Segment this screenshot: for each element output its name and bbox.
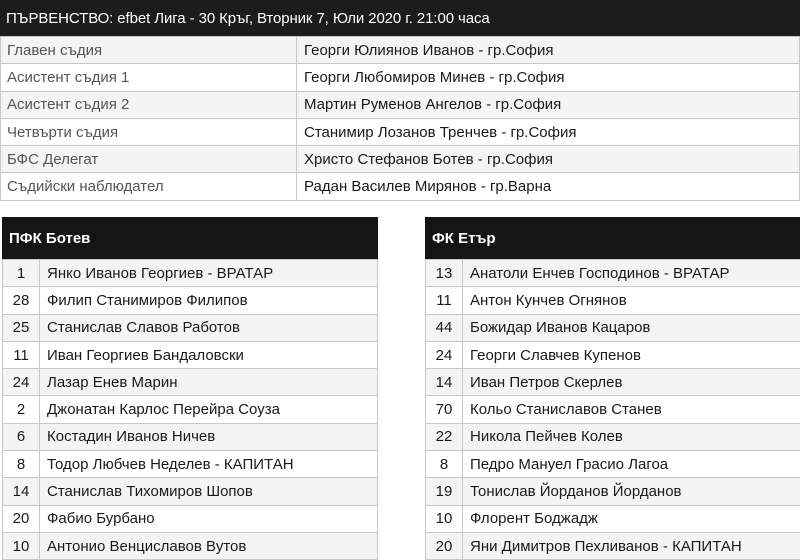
player-number: 11 xyxy=(3,341,40,368)
away-player-row xyxy=(426,423,800,450)
official-role: Асистент съдия 1 xyxy=(1,64,297,91)
home-player-row xyxy=(3,341,378,368)
player-name: Иван Петров Скерлев xyxy=(463,369,800,396)
player-number: 8 xyxy=(3,451,40,478)
player-name: Георги Славчев Купенов xyxy=(463,341,800,368)
player-name: Кольо Станиславов Станев xyxy=(463,396,800,423)
player-number: 8 xyxy=(426,451,463,478)
player-number: 14 xyxy=(426,369,463,396)
home-player-row xyxy=(3,451,378,478)
player-number: 24 xyxy=(426,341,463,368)
official-row xyxy=(1,64,800,91)
player-name: Янко Иванов Георгиев - ВРАТАР xyxy=(40,260,378,287)
official-name: Христо Стефанов Ботев - гр.София xyxy=(297,146,800,173)
player-number: 20 xyxy=(3,505,40,532)
official-row xyxy=(1,146,800,173)
player-number: 6 xyxy=(3,423,40,450)
player-name: Лазар Енев Марин xyxy=(40,369,378,396)
player-name: Педро Мануел Грасио Лагоа xyxy=(463,451,800,478)
player-number: 14 xyxy=(3,478,40,505)
official-role: БФС Делегат xyxy=(1,146,297,173)
official-role: Четвърти съдия xyxy=(1,118,297,145)
official-row xyxy=(1,91,800,118)
away-team-lineup xyxy=(425,217,800,560)
away-player-row xyxy=(426,369,800,396)
away-team-name: ФК Етър xyxy=(425,217,800,259)
player-number: 28 xyxy=(3,287,40,314)
official-name: Радан Василев Мирянов - гр.Варна xyxy=(297,173,800,200)
away-player-row xyxy=(426,396,800,423)
player-name: Тонислав Йорданов Йорданов xyxy=(463,478,800,505)
match-header: ПЪРВЕНСТВО: efbet Лига - 30 Кръг, Вторник 7, Юли 2020 г. 21:00 часа xyxy=(0,0,800,36)
officials-table xyxy=(0,36,800,201)
player-number: 1 xyxy=(3,260,40,287)
official-row xyxy=(1,173,800,200)
official-role: Асистент съдия 2 xyxy=(1,91,297,118)
away-player-row xyxy=(426,451,800,478)
home-player-row xyxy=(3,287,378,314)
player-name: Филип Станимиров Филипов xyxy=(40,287,378,314)
player-number: 70 xyxy=(426,396,463,423)
away-player-row xyxy=(426,260,800,287)
away-team-table xyxy=(425,259,800,560)
player-number: 20 xyxy=(426,532,463,559)
home-team-name: ПФК Ботев xyxy=(2,217,378,259)
player-name: Джонатан Карлос Перейра Соуза xyxy=(40,396,378,423)
home-player-row xyxy=(3,396,378,423)
home-team-lineup xyxy=(2,217,378,560)
home-player-row xyxy=(3,260,378,287)
home-player-row xyxy=(3,314,378,341)
player-name: Никола Пейчев Колев xyxy=(463,423,800,450)
away-player-row xyxy=(426,287,800,314)
away-player-row xyxy=(426,478,800,505)
player-name: Тодор Любчев Неделев - КАПИТАН xyxy=(40,451,378,478)
player-name: Иван Георгиев Бандаловски xyxy=(40,341,378,368)
player-number: 25 xyxy=(3,314,40,341)
player-name: Фабио Бурбано xyxy=(40,505,378,532)
player-number: 24 xyxy=(3,369,40,396)
player-number: 11 xyxy=(426,287,463,314)
player-number: 44 xyxy=(426,314,463,341)
official-name: Станимир Лозанов Тренчев - гр.София xyxy=(297,118,800,145)
home-player-row xyxy=(3,423,378,450)
player-name: Станислав Славов Работов xyxy=(40,314,378,341)
official-name: Георги Юлиянов Иванов - гр.София xyxy=(297,37,800,64)
official-row xyxy=(1,37,800,64)
player-number: 10 xyxy=(426,505,463,532)
player-number: 2 xyxy=(3,396,40,423)
away-player-row xyxy=(426,505,800,532)
away-player-row xyxy=(426,341,800,368)
away-player-row xyxy=(426,532,800,559)
player-name: Костадин Иванов Ничев xyxy=(40,423,378,450)
player-number: 10 xyxy=(3,532,40,559)
away-player-row xyxy=(426,314,800,341)
home-team-table xyxy=(2,259,378,560)
player-name: Антонио Венциславов Вутов xyxy=(40,532,378,559)
official-role: Съдийски наблюдател xyxy=(1,173,297,200)
player-number: 19 xyxy=(426,478,463,505)
home-player-row xyxy=(3,369,378,396)
player-name: Анатоли Енчев Господинов - ВРАТАР xyxy=(463,260,800,287)
player-number: 13 xyxy=(426,260,463,287)
player-name: Станислав Тихомиров Шопов xyxy=(40,478,378,505)
official-name: Георги Любомиров Минев - гр.София xyxy=(297,64,800,91)
player-name: Флорент Боджадж xyxy=(463,505,800,532)
home-player-row xyxy=(3,505,378,532)
player-name: Антон Кунчев Огнянов xyxy=(463,287,800,314)
official-row xyxy=(1,118,800,145)
official-role: Главен съдия xyxy=(1,37,297,64)
official-name: Мартин Руменов Ангелов - гр.София xyxy=(297,91,800,118)
player-name: Яни Димитров Пехливанов - КАПИТАН xyxy=(463,532,800,559)
home-player-row xyxy=(3,478,378,505)
home-player-row xyxy=(3,532,378,559)
player-name: Божидар Иванов Кацаров xyxy=(463,314,800,341)
player-number: 22 xyxy=(426,423,463,450)
